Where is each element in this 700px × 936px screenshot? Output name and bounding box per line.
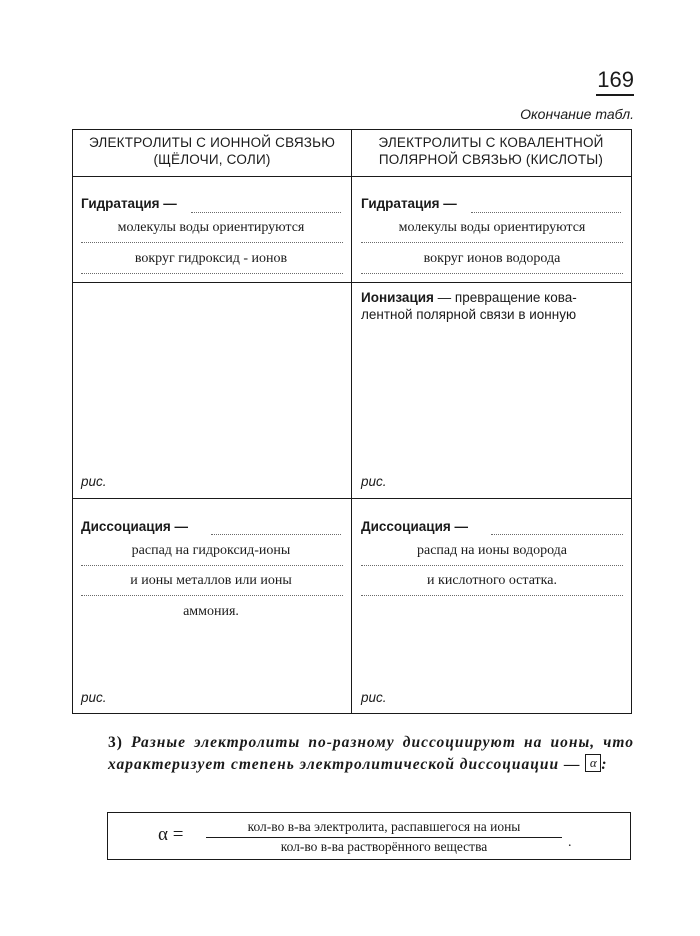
dotted-line [81,595,343,596]
dotted-line [361,242,623,243]
fraction-bar [206,837,562,838]
row-divider-ionization [73,498,631,499]
header-right-line1: ЭЛЕКТРОЛИТЫ С КОВАЛЕНТНОЙ [378,135,604,150]
column-divider [351,130,352,713]
dotted-line [81,273,343,274]
ionization-left-fig-label: рис. [81,474,107,489]
hydration-right-line2: вокруг ионов водорода [423,251,561,266]
page-number: 169 [596,66,634,96]
question-tail: : [601,756,608,773]
question-number: 3) [108,734,123,751]
ionization-text-second: лентной полярной связи в ионную [361,307,577,322]
hydration-left-line2: вокруг гидроксид - ионов [134,251,288,266]
header-left [73,134,351,168]
dissociation-right-term: Диссоциация — [361,519,469,534]
dotted-line [361,273,623,274]
ionization-right-fig-label: рис. [361,474,387,489]
row-divider-hydration [73,282,631,283]
formula-end: . [568,835,572,850]
dissociation-right-line2: и кислотного остатка. [427,573,557,588]
formula-denominator: кол-во в-ва растворённого вещества [280,839,488,854]
dissociation-left-line3: аммония. [183,604,239,619]
ionization-right [361,289,627,323]
header-left-line1: ЭЛЕКТРОЛИТЫ С ИОННОЙ СВЯЗЬЮ [88,135,336,150]
dotted-line [361,595,623,596]
dissociation-left-line1: распад на гидроксид-ионы [131,543,291,558]
dotted-line [191,212,341,213]
dissociation-right-line1: распад на ионы водорода [416,543,568,558]
formula-symbol: α = [158,824,184,845]
dissociation-left-fig-label: рис. [81,690,107,705]
header-left-line2: (ЩЁЛОЧИ, СОЛИ) [153,152,271,167]
dotted-line [81,242,343,243]
ionization-term: Ионизация [361,290,434,305]
electrolytes-table [72,129,632,714]
dissociation-right-fig-label: рис. [361,690,387,705]
hydration-right-line1: молекулы воды ориентируются [398,220,586,235]
dotted-line [361,565,623,566]
formula-numerator: кол-во в-ва электролита, распавшегося на ионы [247,819,521,834]
hydration-left-term: Гидратация — [81,196,177,211]
question-3 [108,732,634,776]
question-text: Разные электролиты по-разному диссоциируют на ионы, что характеризует степень электролитической диссоциации — [108,734,635,773]
formula-box [107,812,631,860]
hydration-right-term: Гидратация — [361,196,457,211]
dotted-line [211,534,341,535]
dotted-line [81,565,343,566]
row-divider-header [73,176,631,177]
dissociation-left-line2: и ионы металлов или ионы [130,573,292,588]
table-end-label: Окончание табл. [520,106,634,122]
header-right [352,134,630,168]
hydration-left-line1: молекулы воды ориентируются [117,220,305,235]
header-right-line2: ПОЛЯРНОЙ СВЯЗЬЮ (КИСЛОТЫ) [378,152,604,167]
dotted-line [491,534,623,535]
ionization-text-first: — превращение кова- [433,290,577,305]
answer-box: α [585,754,601,772]
dissociation-left-term: Диссоциация — [81,519,189,534]
dotted-line [471,212,621,213]
